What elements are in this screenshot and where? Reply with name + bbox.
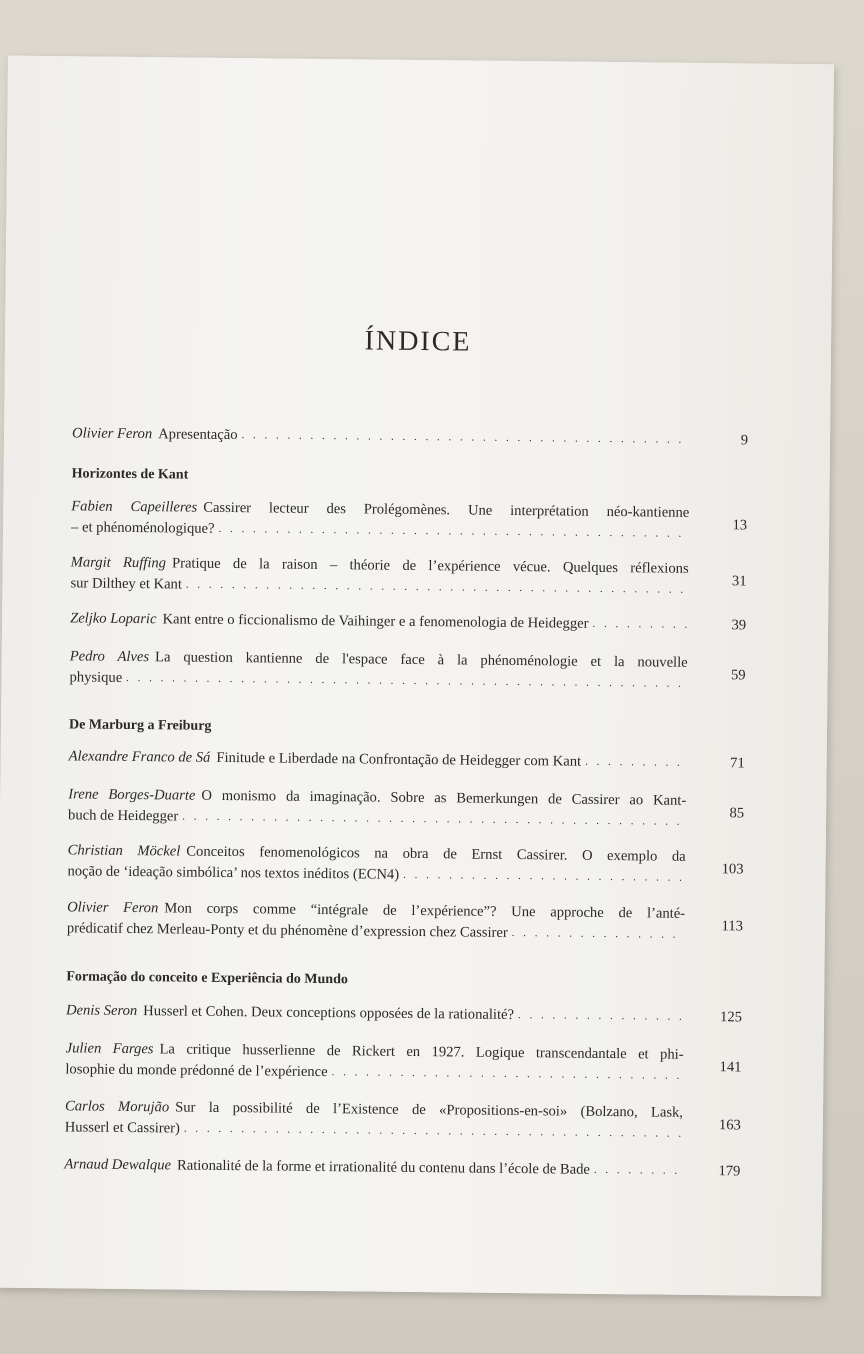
leader-dots [331, 1062, 683, 1087]
entry-author: Denis Seron [65, 1002, 138, 1020]
section-heading: Horizontes de Kant [71, 466, 189, 483]
toc-entry [66, 897, 744, 945]
leader-dots [241, 425, 690, 451]
entry-title-cont: Husserl et Cassirer) [64, 1119, 180, 1137]
toc-entry [69, 646, 746, 694]
leader-dots [403, 865, 686, 889]
book-page [0, 56, 834, 1297]
entry-page: 103 [721, 861, 744, 878]
leader-dots [218, 519, 689, 545]
entry-author: Olivier Feron [67, 899, 159, 917]
toc-entry [71, 423, 749, 450]
entry-title: Husserl et Cohen. Deux conceptions opposées de la rationalité? [143, 1003, 515, 1024]
leader-dots [518, 1005, 684, 1028]
entry-title: Pratique de la raison – théorie de l’expérience vécue. Quelques réflexions [171, 555, 689, 577]
toc-entry [65, 1000, 743, 1027]
entry-author: Julien Farges [65, 1040, 154, 1058]
toc-line [64, 1154, 682, 1181]
leader-dots [184, 1119, 683, 1145]
entry-title-cont: noção de ‘ideação simbólica’ nos textos inéditos (ECN4) [67, 863, 400, 883]
entry-author: Pedro Alves [69, 648, 150, 666]
entry-page: 163 [718, 1117, 741, 1134]
entry-author: Arnaud Dewalque [64, 1156, 172, 1174]
entry-title-cont: prédicatif chez Merleau-Ponty et du phénomène d’expression chez Cassirer [66, 920, 508, 941]
entry-author: Zeljko Loparic [70, 610, 157, 628]
toc-entry [67, 840, 744, 888]
entry-author: Margit Ruffing [70, 554, 167, 572]
leader-dots [592, 614, 688, 636]
entry-title: O monismo da imaginação. Sobre as Bemerkungen de Cassirer ao Kant- [201, 787, 687, 809]
toc-line [66, 1000, 684, 1027]
entry-page: 179 [718, 1163, 741, 1180]
entry-author: Carlos Morujão [64, 1098, 170, 1116]
entry-title: Kant entre o ficcionalismo de Vaihinger e a fenomenologia de Heidegger [162, 611, 589, 632]
entry-title: Mon corps comme “intégrale de l’expérience”? Une approche de l’anté- [164, 900, 686, 922]
leader-dots [126, 668, 687, 695]
entry-title: Apresentação [158, 426, 238, 444]
toc-entry [70, 608, 747, 635]
toc-entry [68, 746, 745, 773]
page-title: ÍNDICE [364, 325, 472, 358]
entry-author: Fabien Capeilleres [71, 498, 198, 516]
toc-entry [70, 552, 747, 600]
section-heading: Formação do conceito e Experiência do Mundo [66, 969, 348, 988]
entry-title-cont: physique [69, 669, 123, 686]
entry-title-cont: – et phénoménologique? [71, 519, 215, 537]
entry-author: Christian Möckel [67, 842, 181, 860]
entry-title: Sur la possibilité de l’Existence de «Propositions-en-soi» (Bolzano, Lask, [175, 1099, 684, 1121]
entry-title: Finitude e Liberdade na Confrontação de Heidegger com Kant [216, 749, 582, 770]
toc-line [72, 423, 690, 450]
entry-page: 141 [719, 1059, 742, 1076]
entry-page: 39 [731, 617, 747, 634]
entry-page: 85 [729, 805, 745, 822]
entry-page: 9 [740, 432, 749, 449]
entry-page: 31 [731, 573, 747, 590]
leader-dots [512, 923, 685, 946]
entry-title: La critique husserlienne de Rickert en 1927. Logique transcendantale et phi- [159, 1041, 684, 1063]
entry-title-cont: sur Dilthey et Kant [70, 575, 183, 593]
entry-author: Irene Borges-Duarte [68, 786, 196, 804]
leader-dots [594, 1160, 683, 1182]
entry-page: 113 [721, 918, 744, 935]
toc-line [69, 746, 687, 773]
entry-title: La question kantienne de l'espace face à la phénoménologie et la nouvelle [155, 649, 688, 671]
entry-page: 71 [729, 755, 745, 772]
entry-author: Alexandre Franco de Sá [68, 748, 211, 766]
toc-entry [65, 1038, 742, 1086]
toc-entry [67, 784, 745, 832]
toc-entry [64, 1096, 741, 1144]
entry-title: Rationalité de la forme et irrationalité du contenu dans l’école de Bade [176, 1157, 591, 1178]
entry-title-cont: losophie du monde prédonné de l’expérience [65, 1061, 328, 1081]
leader-dots [182, 807, 686, 833]
entry-author: Olivier Feron [71, 425, 153, 443]
entry-title-cont: buch de Heidegger [67, 807, 179, 825]
entry-page: 13 [732, 517, 748, 534]
toc-entry [64, 1154, 741, 1181]
leader-dots [186, 575, 689, 601]
toc-line [70, 608, 688, 635]
entry-page: 59 [730, 667, 746, 684]
section-heading: De Marburg a Freiburg [68, 717, 212, 734]
toc-entry [71, 496, 748, 544]
leader-dots [585, 752, 687, 774]
entry-title: Cassirer lecteur des Prolégomènes. Une interprétation néo-kantienne [203, 499, 690, 521]
entry-title: Conceitos fenomenológicos na obra de Ernst Cassirer. O exemplo da [186, 843, 686, 865]
entry-page: 125 [720, 1009, 743, 1026]
